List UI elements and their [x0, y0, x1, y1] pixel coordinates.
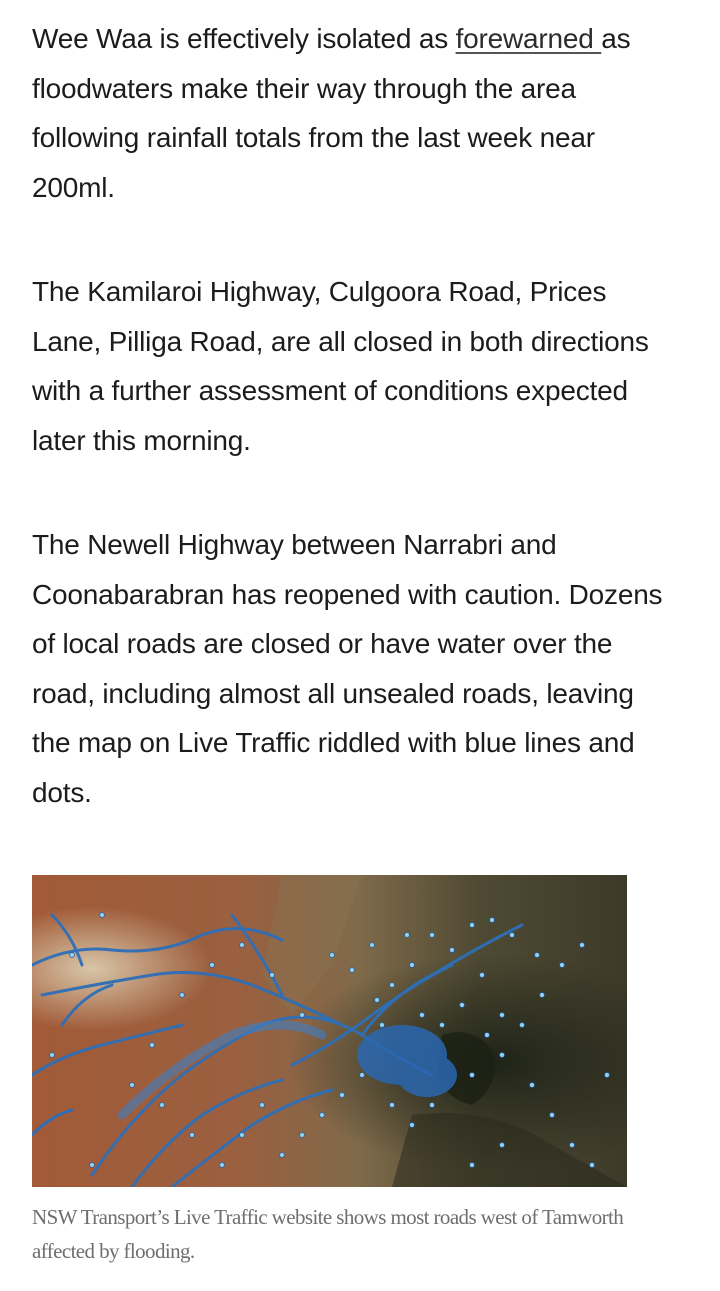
forewarned-link[interactable]: forewarned	[455, 23, 602, 54]
live-traffic-map-image[interactable]	[32, 875, 627, 1187]
paragraph-1-text-start: Wee Waa is effectively isolated as	[32, 23, 456, 54]
paragraph-2: The Kamilaroi Highway, Culgoora Road, Prices Lane, Pilliga Road, are all closed in both directions with a further assessment of conditions expected later this morning.	[32, 276, 649, 456]
article-body	[32, 14, 672, 872]
paragraph-1	[32, 14, 672, 212]
figure-caption: NSW Transport’s Live Traffic website shows most roads west of Tamworth affected by flooding.	[32, 1205, 624, 1263]
paragraph-3: The Newell Highway between Narrabri and Coonabarabran has reopened with caution. Dozens of local roads are closed or have water over the road, including almost all unsealed roads, leaving the map on Live Traffic riddled with blue lines and dots.	[32, 529, 663, 808]
satellite-map	[32, 875, 627, 1187]
paragraph-1-text-end: as floodwaters make their way through the area following rainfall totals from the last week near 200ml.	[32, 23, 631, 203]
